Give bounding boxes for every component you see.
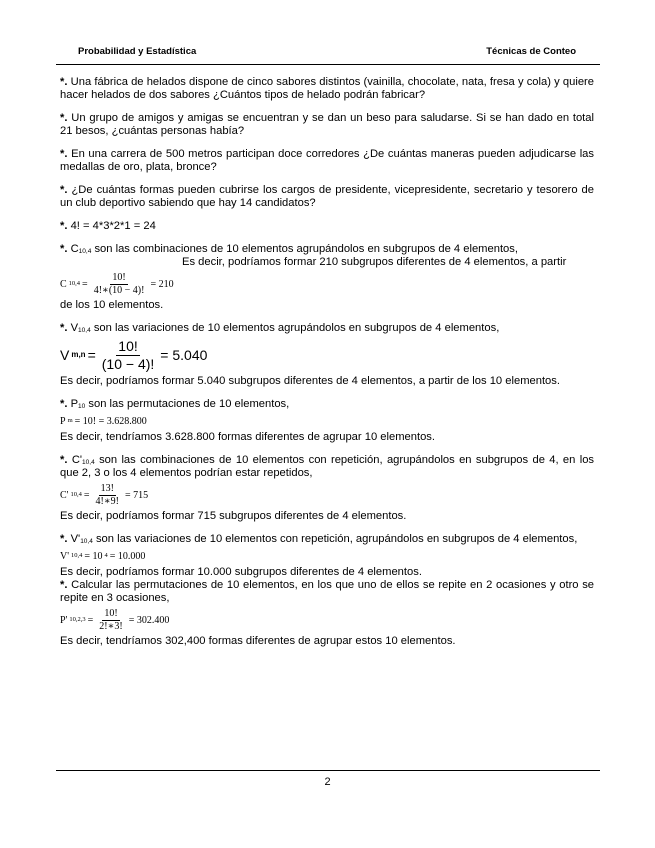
comb-rep-intro: *. $C'_{10,4}$ son las combinaciones de 10 elementos con repetición, agrupándolos en subgrupos de 4, en los que 2, 3 o los 4 elementos podrían estar repetidos,: [60, 454, 595, 479]
exercise-text: ¿De cuántas formas pueden cubrirse los cargos de presidente, vicepresidente, secretario y tesorero de un club deportivo sabiendo que hay 14 candidatos?: [60, 184, 594, 209]
header-rule: [56, 64, 600, 65]
comb-rep-conclusion: Es decir, podríamos formar 715 subgrupos diferentes de 4 elementos.: [60, 510, 407, 522]
permutations-conclusion: Es decir, tendríamos 3.628.800 formas diferentes de agrupar 10 elementos.: [60, 431, 435, 443]
variations-symbol: V: [70, 322, 79, 334]
var-rep-intro: *. $V'_{10,4}$ son las variaciones de 10 elementos con repetición, agrupándolos en subgrupos de 4 elementos,: [60, 533, 578, 545]
bullet: *.: [60, 76, 68, 88]
exercise-text: En una carrera de 500 metros participan doce corredores ¿De cuántas maneras pueden adjudicarse las medallas de oro, plata, bronce?: [60, 148, 594, 173]
combinations-line2: Es decir, podríamos formar 210 subgrupos diferentes de 4 elementos, a partir: [182, 256, 567, 268]
bullet: *.: [60, 454, 68, 466]
exercise-race: [60, 148, 594, 174]
bullet: *.: [60, 533, 68, 545]
fraction: $\frac{13!}{4!∗9!}$: [95, 482, 119, 507]
bullet: *.: [60, 184, 68, 196]
bullet: *.: [60, 112, 68, 124]
bullet: *.: [60, 322, 68, 334]
permutations-text: son las permutaciones de 10 elementos,: [88, 398, 290, 410]
combinations-conclusion: de los 10 elementos.: [60, 299, 164, 311]
variations-text: son las variaciones de 10 elementos agrupándolos en subgrupos de 4 elementos,: [93, 322, 500, 334]
variations-formula: V m,n = $\frac{10!}{(10 - 4)!}$ = 5.040: [60, 337, 208, 372]
page-body: [60, 76, 594, 648]
comb-rep-text: son las combinaciones de 10 elementos con repetición, agrupándolos en subgrupos de 4, en los que 2, 3 o los 4 elementos podrían estar repetidos,: [60, 454, 595, 479]
bullet: *.: [60, 398, 68, 410]
factorial-example: [60, 220, 594, 233]
combinations-symbol: C: [70, 243, 79, 255]
comb-rep-formula: C' 10,4 = $\frac{13!}{4!∗9!}$ = 715: [60, 482, 149, 507]
exercise-text: Una fábrica de helados dispone de cinco sabores distintos (vainilla, chocolate, nata, fresa y cola) y quiere hacer helados de dos sabores ¿Cuántos tipos de helado podrán fabricar?: [60, 76, 594, 101]
var-rep-conclusion: Es decir, podríamos formar 10.000 subgrupos diferentes de 4 elementos.: [60, 566, 422, 578]
perm-rep-conclusion: Es decir, tendríamos 302,400 formas diferentes de agrupar estos 10 elementos.: [60, 635, 456, 647]
permutations-formula: P m = 10! = 3.628.800: [60, 415, 147, 427]
var-rep-formula: V' 10,4 = 10 4 = 10.000: [60, 550, 146, 562]
exercise-text: Un grupo de amigos y amigas se encuentran y se dan un beso para saludarse. Si se han dado en total 21 besos, ¿cuántas personas había?: [60, 112, 594, 137]
permutations-symbol: P: [70, 398, 79, 410]
bullet: *.: [60, 220, 68, 232]
comb-rep-symbol: C': [71, 454, 83, 466]
combinations-text: son las combinaciones de 10 elementos agrupándolos en subgrupos de 4 elementos,: [94, 243, 518, 255]
perm-rep-text: Calcular las permutaciones de 10 elementos, en los que uno de ellos se repite en 2 ocasiones y otro se repite en 3 ocasiones,: [60, 579, 595, 604]
fraction: $\frac{10!}{4!∗(10 - 4)!}$: [93, 271, 145, 296]
factorial-text: 4! = 4*3*2*1 = 24: [70, 220, 156, 232]
bullet: *.: [60, 579, 68, 591]
perm-rep-intro: [60, 579, 594, 605]
header-right: Técnicas de Conteo: [486, 46, 576, 57]
combinations-intro: *. $C_{10,4}$ son las combinaciones de 10 elementos agrupándolos en subgrupos de 4 elementos,: [60, 243, 518, 255]
permutations-intro: *. $P_{10}$ son las permutaciones de 10 elementos,: [60, 398, 290, 410]
bullet: *.: [60, 148, 68, 160]
variations-conclusion: Es decir, podríamos formar 5.040 subgrupos diferentes de 4 elementos, a partir de los 10 elementos.: [60, 375, 560, 387]
footer-rule: [56, 770, 600, 771]
perm-rep-formula: P' 10,2,3 = $\frac{10!}{2!∗3!}$ = 302.400: [60, 607, 170, 632]
bullet: *.: [60, 243, 68, 255]
exercise-ice-cream: [60, 76, 594, 102]
var-rep-text: son las variaciones de 10 elementos con repetición, agrupándolos en subgrupos de 4 elementos,: [95, 533, 578, 545]
fraction: $\frac{10!}{2!∗3!}$: [99, 607, 123, 632]
variations-intro: *. $V_{10,4}$ son las variaciones de 10 elementos agrupándolos en subgrupos de 4 elementos,: [60, 322, 500, 334]
combinations-formula: C 10,4 = $\frac{10!}{4!∗(10 - 4)!}$ = 210: [60, 271, 174, 296]
page-number: 2: [324, 776, 331, 788]
exercise-club: [60, 184, 594, 210]
fraction: $\frac{10!}{(10 - 4)!}$: [101, 337, 155, 372]
header-left: Probabilidad y Estadística: [78, 46, 197, 57]
var-rep-symbol: V': [70, 533, 81, 545]
exercise-kisses: [60, 112, 594, 138]
